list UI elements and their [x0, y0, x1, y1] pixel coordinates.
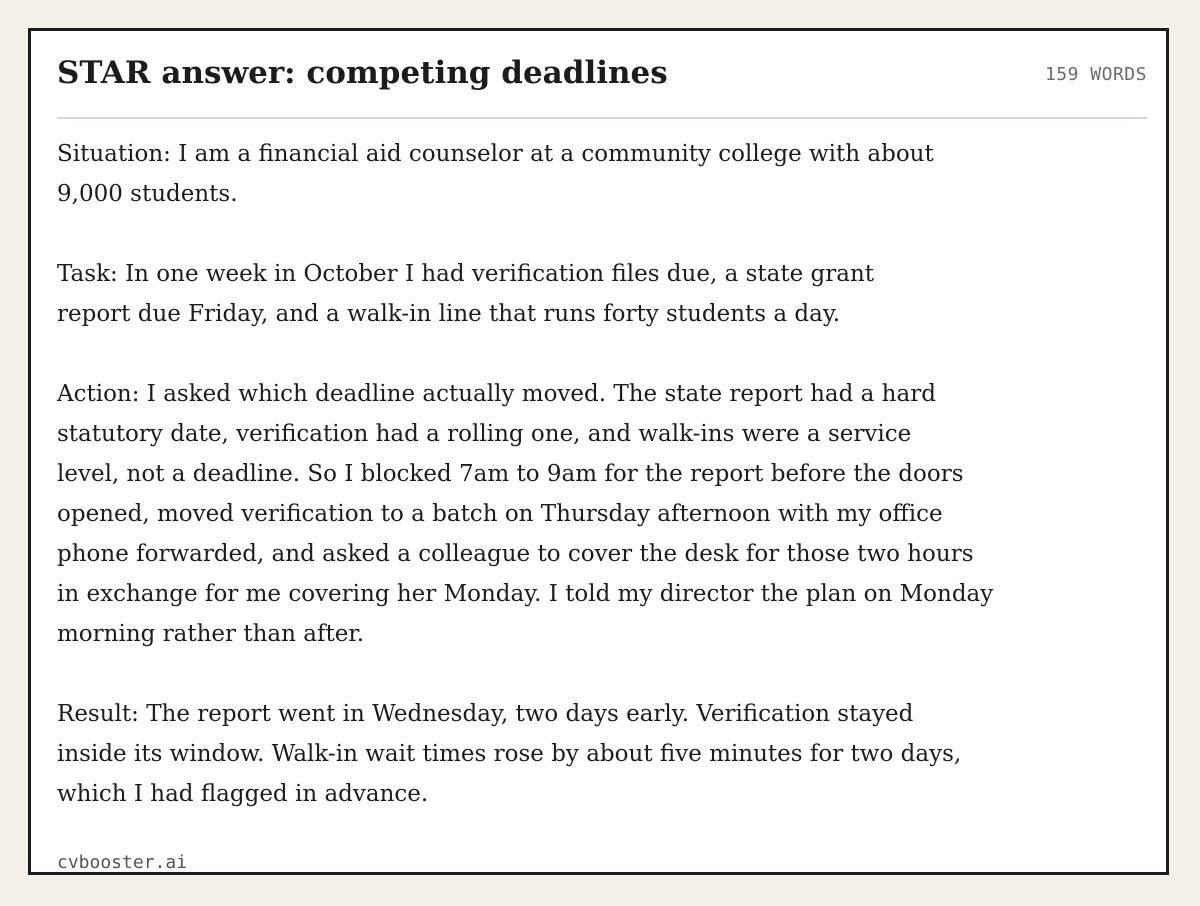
paragraph-line: Action: I asked which deadline actually moved. The state report had a hard — [57, 381, 936, 407]
result-paragraph — [57, 694, 1127, 814]
site-footer-brand: cvbooster.ai — [57, 852, 188, 873]
paragraph-line: statutory date, verification had a rolling one, and walk-ins were a service — [57, 421, 912, 447]
paragraph-line: opened, moved verification to a batch on Thursday afternoon with my office — [57, 501, 943, 527]
star-answer-card — [28, 28, 1169, 875]
paragraph-line: 9,000 students. — [57, 181, 238, 207]
paragraph-line: report due Friday, and a walk-in line that runs forty students a day. — [57, 301, 841, 327]
paragraph-line: Task: In one week in October I had verification files due, a state grant — [57, 261, 875, 287]
paragraph-line: in exchange for me covering her Monday. I told my director the plan on Monday — [57, 581, 994, 607]
card-header — [57, 53, 1147, 119]
card-title: STAR answer: competing deadlines — [57, 55, 668, 91]
paragraph-line: inside its window. Walk-in wait times rose by about five minutes for two days, — [57, 741, 962, 767]
action-paragraph — [57, 374, 1127, 654]
paragraph-line: Result: The report went in Wednesday, two days early. Verification stayed — [57, 701, 914, 727]
situation-paragraph — [57, 134, 1127, 214]
paragraph-line: level, not a deadline. So I blocked 7am to 9am for the report before the doors — [57, 461, 964, 487]
paragraph-line: phone forwarded, and asked a colleague to cover the desk for those two hours — [57, 541, 974, 567]
task-paragraph — [57, 254, 1127, 334]
paragraph-line: Situation: I am a financial aid counselor at a community college with about — [57, 141, 934, 167]
paragraph-line: which I had flagged in advance. — [57, 781, 429, 807]
word-count-badge: 159 WORDS — [1044, 64, 1147, 85]
answer-body — [57, 134, 1127, 854]
paragraph-line: morning rather than after. — [57, 621, 365, 647]
